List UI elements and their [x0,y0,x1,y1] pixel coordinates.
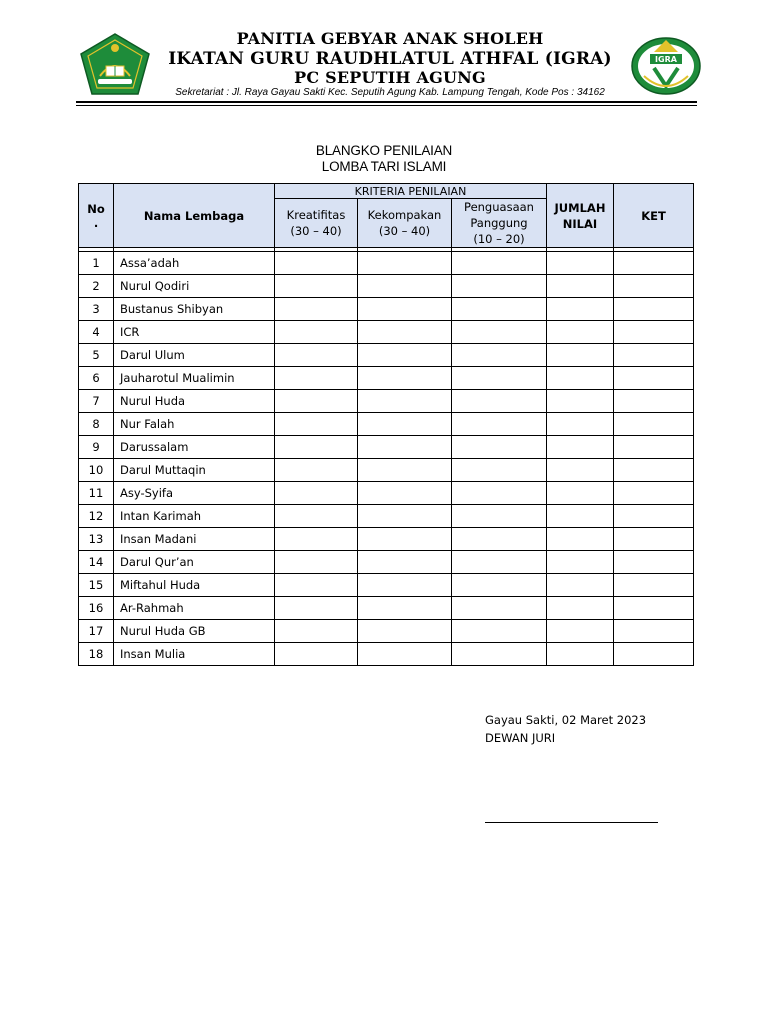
igra-emblem-icon [630,34,702,96]
table-row [79,574,694,597]
letterhead-address: Sekretariat : Jl. Raya Gayau Sakti Kec. Seputih Agung Kab. Lampung Tengah, Kode Pos : 34162 [175,87,605,98]
cell-kekompakan [358,597,452,620]
cell-jumlah-nilai [547,620,614,643]
row-number: 4 [79,321,114,344]
cell-ket [614,643,694,666]
cell-ket [614,367,694,390]
igra-logo-text: IGRA [655,55,677,64]
jumlah-line2: NILAI [562,216,598,231]
cell-kreatifitas [275,551,358,574]
cell-kekompakan [358,528,452,551]
row-institution-name: Jauharotul Mualimin [114,367,275,390]
letterhead-rule-thick [76,101,697,103]
cell-kreatifitas [275,505,358,528]
cell-penguasaan-panggung [452,482,547,505]
table-row [79,505,694,528]
row-number: 10 [79,459,114,482]
row-number: 11 [79,482,114,505]
cell-jumlah-nilai [547,275,614,298]
cell-penguasaan-panggung [452,528,547,551]
row-number: 5 [79,344,114,367]
column-header-kriteria: KRITERIA PENILAIAN [275,184,547,199]
table-row [79,436,694,459]
cell-penguasaan-panggung [452,436,547,459]
cell-jumlah-nilai [547,367,614,390]
kemenag-emblem-icon [78,32,152,96]
kekompakan-label: Kekompakan [367,208,442,222]
row-institution-name: Nur Falah [114,413,275,436]
form-subtitle: LOMBA TARI ISLAMI [321,159,447,174]
cell-jumlah-nilai [547,252,614,275]
row-number: 6 [79,367,114,390]
row-institution-name: Insan Madani [114,528,275,551]
table-row [79,482,694,505]
cell-kreatifitas [275,528,358,551]
cell-kreatifitas [275,275,358,298]
cell-jumlah-nilai [547,298,614,321]
cell-ket [614,551,694,574]
cell-ket [614,413,694,436]
cell-kekompakan [358,436,452,459]
cell-kreatifitas [275,344,358,367]
cell-kreatifitas [275,597,358,620]
row-institution-name: Nurul Huda GB [114,620,275,643]
cell-penguasaan-panggung [452,643,547,666]
cell-penguasaan-panggung [452,252,547,275]
row-institution-name: Bustanus Shibyan [114,298,275,321]
row-number: 14 [79,551,114,574]
cell-penguasaan-panggung [452,275,547,298]
cell-kreatifitas [275,390,358,413]
row-institution-name: Nurul Qodiri [114,275,275,298]
cell-kreatifitas [275,643,358,666]
column-header-nama-lembaga: Nama Lembaga [114,184,275,248]
row-institution-name: Darul Ulum [114,344,275,367]
cell-ket [614,505,694,528]
cell-jumlah-nilai [547,574,614,597]
cell-kreatifitas [275,413,358,436]
row-institution-name: Nurul Huda [114,390,275,413]
table-row [79,459,694,482]
column-header-jumlah-nilai [547,184,614,248]
letterhead-organization: IKATAN GURU RAUDHLATUL ATHFAL (IGRA) [168,49,612,69]
table-row [79,252,694,275]
cell-jumlah-nilai [547,459,614,482]
cell-kreatifitas [275,321,358,344]
row-institution-name: Insan Mulia [114,643,275,666]
cell-kreatifitas [275,367,358,390]
cell-penguasaan-panggung [452,505,547,528]
letterhead-rule-thin [76,105,697,106]
cell-ket [614,620,694,643]
cell-penguasaan-panggung [452,298,547,321]
table-body [79,252,694,666]
cell-kreatifitas [275,252,358,275]
row-number: 17 [79,620,114,643]
penguasaan-range: (10 – 20) [473,232,525,246]
cell-kreatifitas [275,482,358,505]
cell-ket [614,344,694,367]
cell-kekompakan [358,482,452,505]
cell-ket [614,528,694,551]
table-row [79,321,694,344]
letterhead-branch: PC SEPUTIH AGUNG [294,68,486,87]
table-row [79,275,694,298]
row-number: 3 [79,298,114,321]
cell-penguasaan-panggung [452,413,547,436]
form-title: BLANGKO PENILAIAN [315,143,453,158]
cell-kekompakan [358,298,452,321]
cell-jumlah-nilai [547,528,614,551]
row-institution-name: Ar-Rahmah [114,597,275,620]
cell-jumlah-nilai [547,482,614,505]
cell-penguasaan-panggung [452,551,547,574]
cell-ket [614,275,694,298]
row-institution-name: Intan Karimah [114,505,275,528]
cell-jumlah-nilai [547,390,614,413]
column-header-penguasaan-panggung [452,199,547,248]
row-institution-name: Asy-Syifa [114,482,275,505]
cell-penguasaan-panggung [452,321,547,344]
cell-ket [614,597,694,620]
row-number: 1 [79,252,114,275]
row-number: 12 [79,505,114,528]
table-row [79,390,694,413]
cell-jumlah-nilai [547,436,614,459]
cell-kekompakan [358,643,452,666]
cell-jumlah-nilai [547,413,614,436]
row-institution-name: Assa’adah [114,252,275,275]
cell-kreatifitas [275,298,358,321]
cell-kreatifitas [275,459,358,482]
cell-kekompakan [358,367,452,390]
cell-ket [614,390,694,413]
cell-kekompakan [358,551,452,574]
cell-kekompakan [358,252,452,275]
column-header-kreatifitas [275,199,358,248]
cell-jumlah-nilai [547,505,614,528]
table-row [79,344,694,367]
cell-kekompakan [358,459,452,482]
cell-jumlah-nilai [547,643,614,666]
row-institution-name: Darussalam [114,436,275,459]
scoring-table [78,183,694,666]
cell-ket [614,298,694,321]
cell-jumlah-nilai [547,344,614,367]
cell-kreatifitas [275,574,358,597]
cell-kekompakan [358,413,452,436]
cell-kekompakan [358,574,452,597]
row-institution-name: ICR [114,321,275,344]
cell-penguasaan-panggung [452,574,547,597]
cell-kekompakan [358,321,452,344]
row-number: 13 [79,528,114,551]
cell-kreatifitas [275,620,358,643]
letterhead-committee: PANITIA GEBYAR ANAK SHOLEH [236,29,544,48]
cell-penguasaan-panggung [452,367,547,390]
column-header-ket: KET [614,184,694,248]
kreatifitas-label: Kreatifitas [286,208,346,222]
cell-penguasaan-panggung [452,597,547,620]
cell-ket [614,574,694,597]
column-header-no-line1: No [87,201,105,216]
table-row [79,551,694,574]
row-number: 8 [79,413,114,436]
table-row [79,643,694,666]
cell-ket [614,459,694,482]
cell-jumlah-nilai [547,321,614,344]
table-row [79,298,694,321]
cell-kekompakan [358,505,452,528]
kekompakan-range: (30 – 40) [378,224,431,238]
cell-penguasaan-panggung [452,620,547,643]
cell-jumlah-nilai [547,597,614,620]
table-row [79,367,694,390]
cell-kekompakan [358,344,452,367]
cell-penguasaan-panggung [452,344,547,367]
kreatifitas-range: (30 – 40) [290,224,342,238]
jumlah-line1: JUMLAH [554,200,606,215]
cell-kreatifitas [275,436,358,459]
row-number: 2 [79,275,114,298]
table-row [79,528,694,551]
row-number: 7 [79,390,114,413]
cell-kekompakan [358,275,452,298]
row-institution-name: Darul Muttaqin [114,459,275,482]
cell-jumlah-nilai [547,551,614,574]
cell-kekompakan [358,390,452,413]
signature-role: DEWAN JURI [485,731,556,745]
cell-penguasaan-panggung [452,390,547,413]
row-number: 9 [79,436,114,459]
row-institution-name: Miftahul Huda [114,574,275,597]
table-row [79,597,694,620]
column-header-no [79,184,114,248]
cell-ket [614,436,694,459]
cell-ket [614,482,694,505]
row-institution-name: Darul Qur’an [114,551,275,574]
row-number: 15 [79,574,114,597]
cell-ket [614,321,694,344]
cell-penguasaan-panggung [452,459,547,482]
row-number: 18 [79,643,114,666]
penguasaan-label-1: Penguasaan [464,200,534,214]
table-row [79,413,694,436]
cell-kekompakan [358,620,452,643]
column-header-no-line2: . [93,215,99,230]
signature-place-date: Gayau Sakti, 02 Maret 2023 [485,713,647,727]
cell-ket [614,252,694,275]
row-number: 16 [79,597,114,620]
penguasaan-label-2: Panggung [470,216,528,230]
table-row [79,620,694,643]
signature-line [485,822,658,823]
column-header-kekompakan [358,199,452,248]
